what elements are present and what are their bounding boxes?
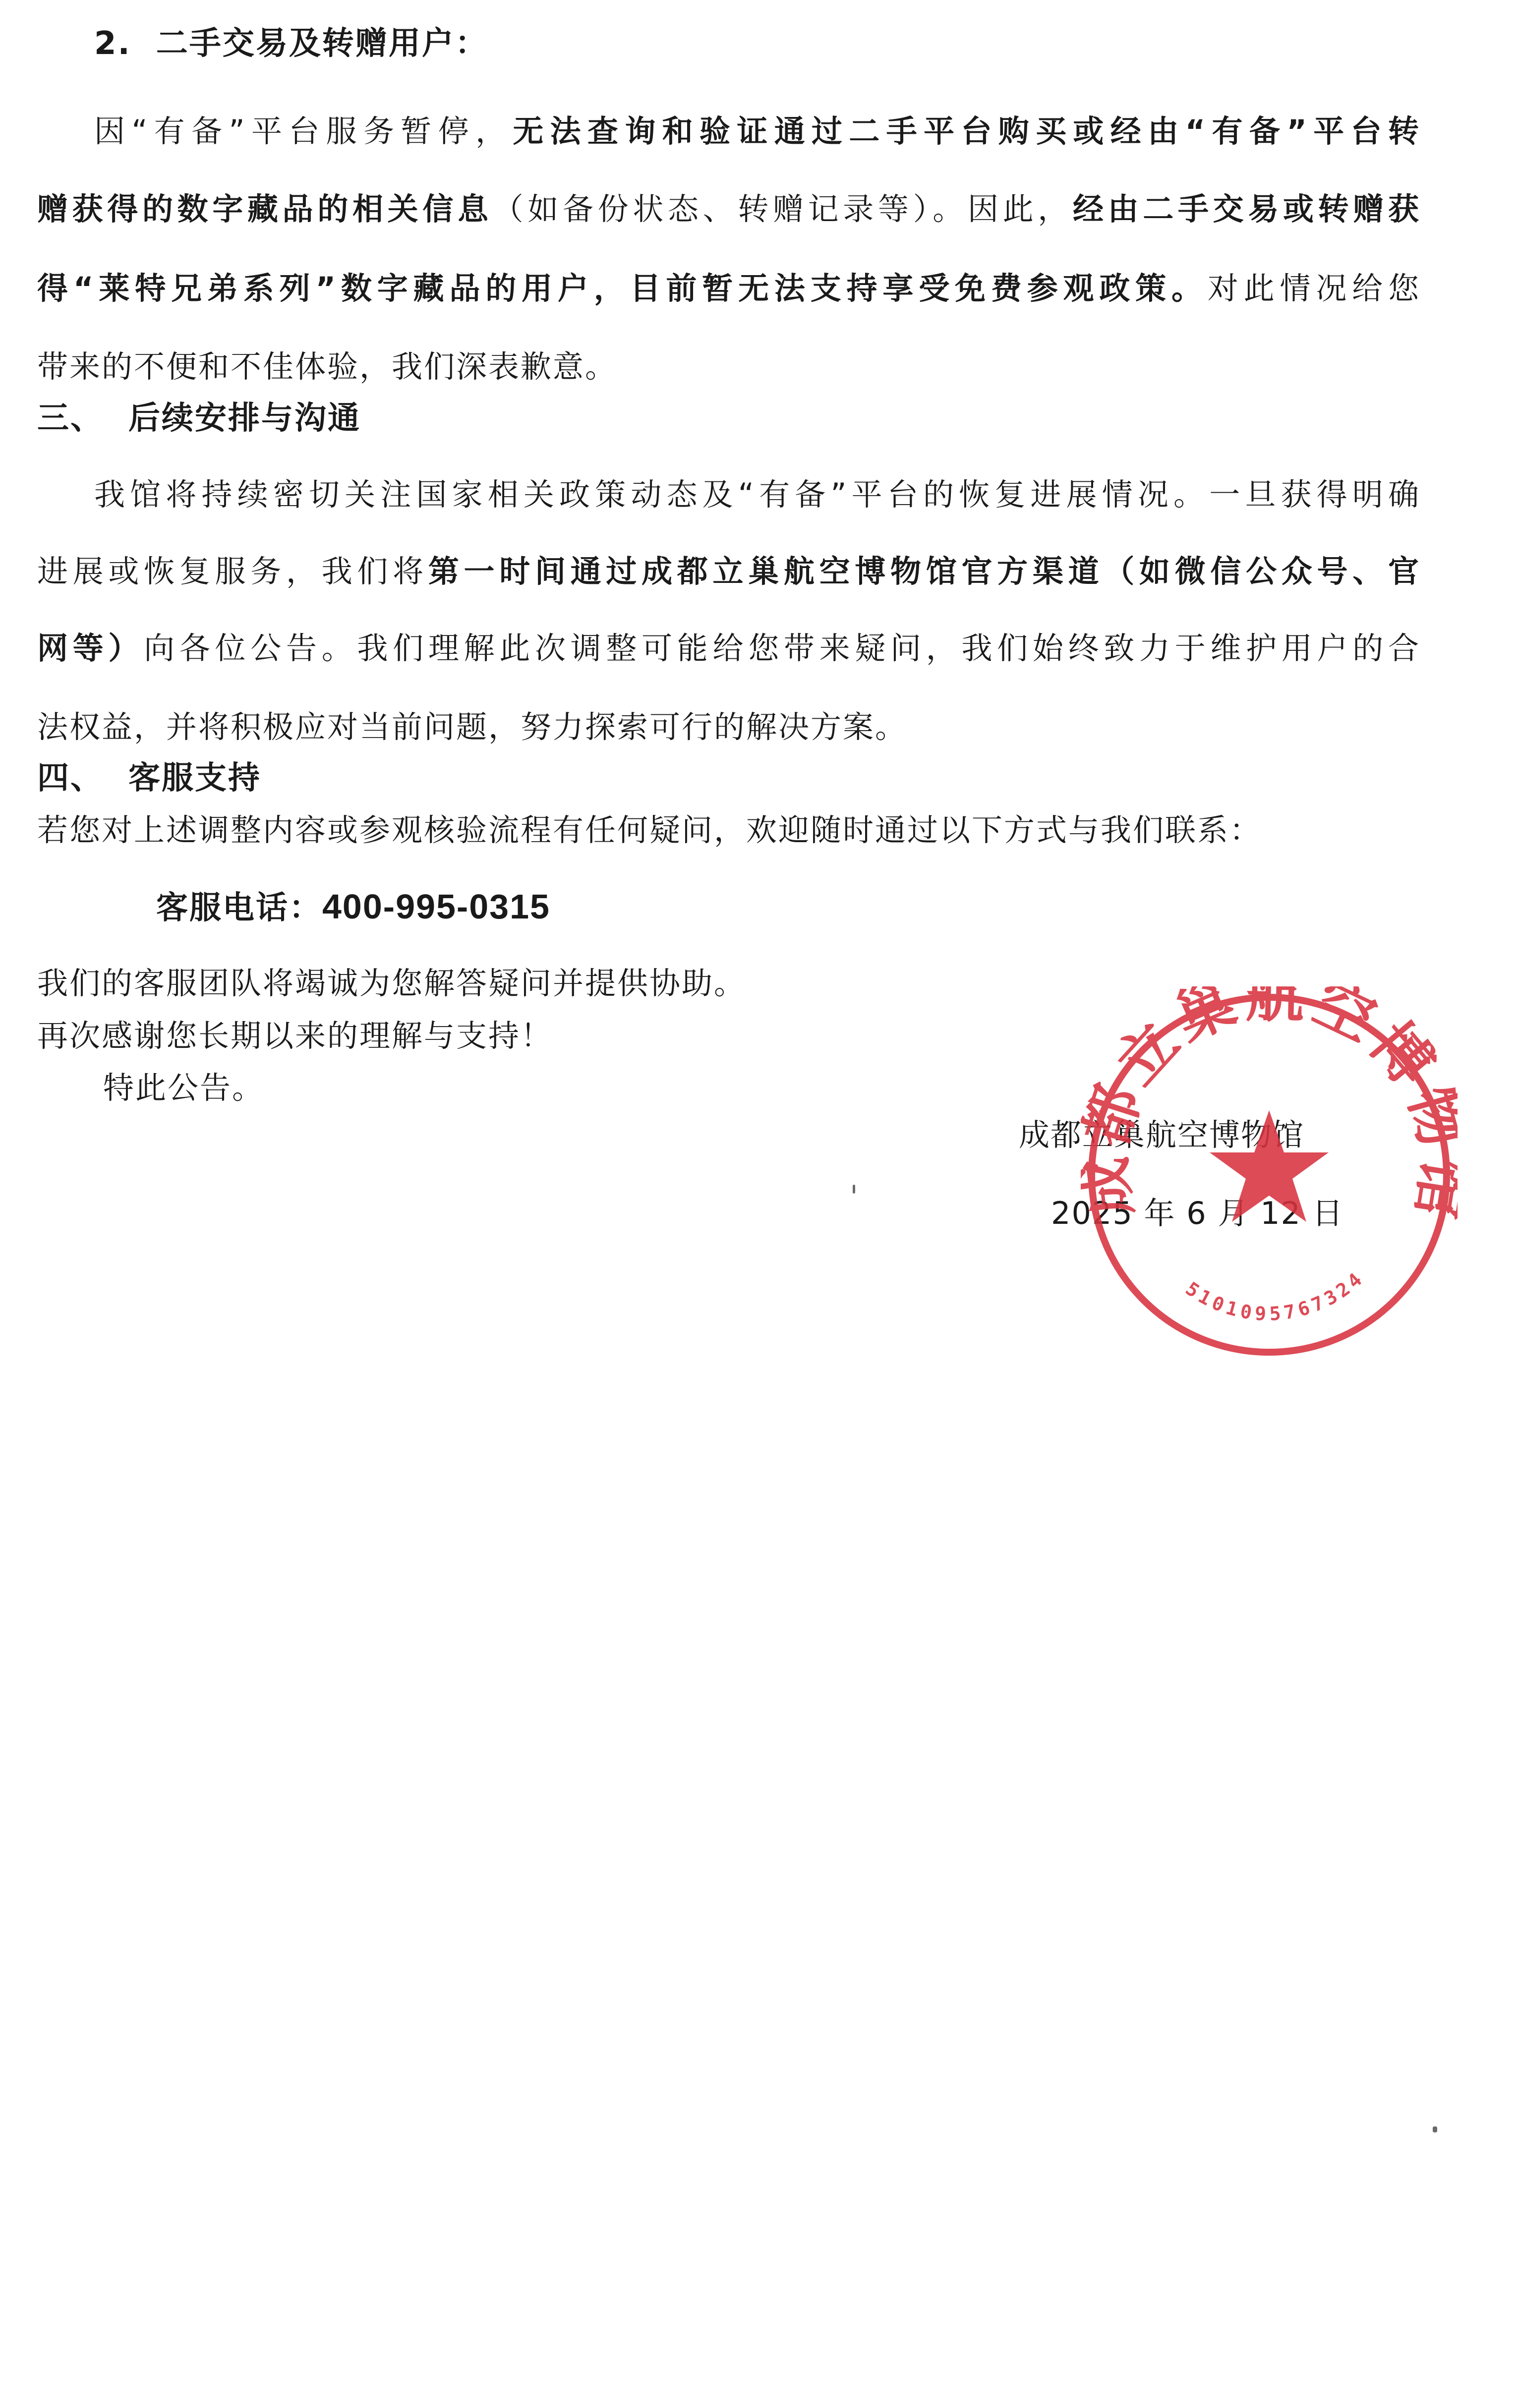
section-3-line-3: 网等）向各位公告。我们理解此次调整可能给您带来疑问，我们始终致力于维护用户的合 bbox=[37, 630, 1420, 666]
section-2-heading bbox=[94, 24, 488, 63]
seal-graphic bbox=[1081, 986, 1458, 1363]
customer-service-phone bbox=[156, 887, 550, 928]
phone-number: 400-995-0315 bbox=[322, 887, 550, 926]
official-seal bbox=[1081, 986, 1458, 1363]
section-3-line-4: 法权益，并将积极应对当前问题，努力探索可行的解决方案。 bbox=[37, 709, 908, 745]
section-3-number: 三、 bbox=[37, 400, 104, 437]
thanks-note: 再次感谢您长期以来的理解与支持！ bbox=[37, 1018, 553, 1054]
section-3-line-2: 进展或恢复服务，我们将第一时间通过成都立巢航空博物馆官方渠道（如微信公众号、官 bbox=[37, 553, 1420, 589]
seal-code-text: 5101095767324 bbox=[1181, 1266, 1369, 1325]
section-2-title: 二手交易及转赠用户： bbox=[156, 25, 488, 62]
section-2-line-4: 带来的不便和不佳体验，我们深表歉意。 bbox=[37, 348, 618, 385]
section-4-heading bbox=[37, 758, 261, 798]
service-team-note: 我们的客服团队将竭诚为您解答疑问并提供协助。 bbox=[37, 965, 747, 1001]
section-2-number: 2. bbox=[94, 25, 131, 62]
section-2-line-2: 赠获得的数字藏品的相关信息（如备份状态、转赠记录等）。因此，经由二手交易或转赠获 bbox=[37, 191, 1420, 227]
scan-speck bbox=[853, 1185, 855, 1194]
section-2-line-3: 得“莱特兄弟系列”数字藏品的用户，目前暂无法支持享受免费参观政策。对此情况给您 bbox=[37, 270, 1420, 306]
phone-label: 客服电话： bbox=[156, 890, 322, 926]
signature-date: 2025 年 6 月 12 日 bbox=[1051, 1195, 1344, 1231]
seal-name-text: 立巢航空博 bbox=[1102, 986, 1451, 1103]
seal-star-icon bbox=[1210, 1110, 1329, 1222]
section-4-title: 客服支持 bbox=[128, 760, 261, 797]
notice-closing: 特此公告。 bbox=[103, 1070, 265, 1106]
section-3-heading bbox=[37, 399, 361, 438]
contact-intro: 若您对上述调整内容或参观核验流程有任何疑问，欢迎随时通过以下方式与我们联系： bbox=[37, 812, 1262, 848]
scan-speck bbox=[1433, 2126, 1437, 2132]
section-2-line-1: 因“有备”平台服务暂停，无法查询和验证通过二手平台购买或经由“有备”平台转 bbox=[94, 113, 1420, 149]
section-3-title: 后续安排与沟通 bbox=[128, 400, 361, 437]
section-3-line-1: 我馆将持续密切关注国家相关政策动态及“有备”平台的恢复进展情况。一旦获得明确 bbox=[94, 476, 1420, 513]
section-4-number: 四、 bbox=[37, 760, 104, 797]
signature-organization: 成都立巢航空博物馆 bbox=[1019, 1117, 1305, 1153]
